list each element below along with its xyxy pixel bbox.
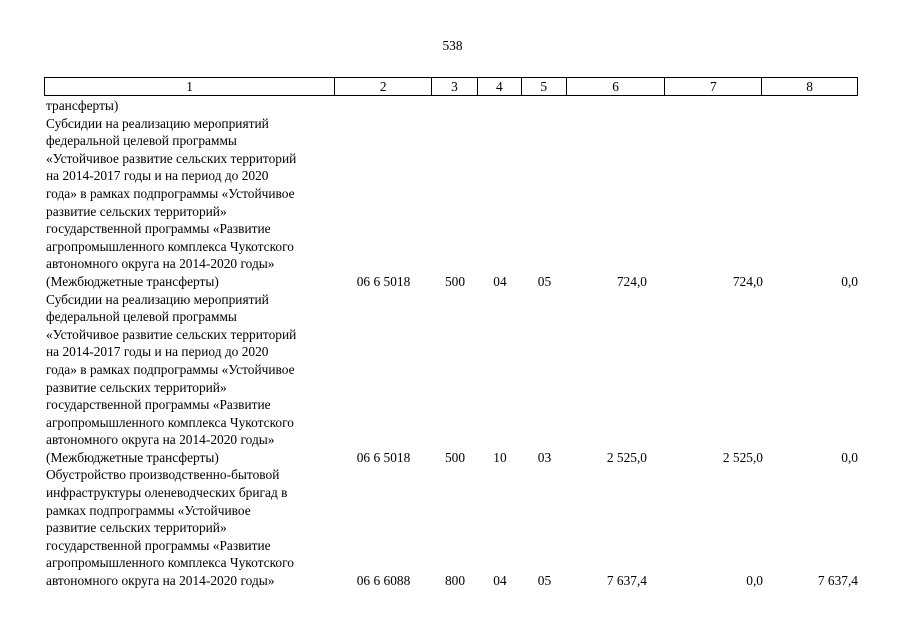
row-col7: 2 525,0 <box>722 449 763 465</box>
row-code: 06 6 6088 <box>356 573 411 589</box>
row-code: 06 6 5018 <box>356 449 411 465</box>
row-col8: 7 637,4 <box>817 573 858 589</box>
header-cell-7: 7 <box>665 78 762 95</box>
row-col4: 04 <box>493 573 507 589</box>
header-cell-2: 2 <box>335 78 432 95</box>
row-col6: 2 525,0 <box>606 449 647 465</box>
table-header <box>44 77 858 96</box>
header-cell-3: 3 <box>432 78 478 95</box>
row-col5: 05 <box>537 273 552 289</box>
row-col5: 05 <box>537 573 552 589</box>
row-col3: 500 <box>444 273 466 289</box>
header-cell-6: 6 <box>567 78 666 95</box>
row-name: Субсидии на реализацию мероприятий федеральной целевой программы «Устойчивое развитие сельских территорий на 2014-2017 годы и на период до 2020 года» в рамках подпрограммы «Устойчивое развитие сельских территорий» государственной программы «Развитие агропромышленного комплекса Чукотского автономного округа на 2014-2020 годы» (Межбюджетные трансферты) <box>46 115 297 289</box>
row-name: трансферты) <box>46 98 119 113</box>
table-row <box>44 97 858 115</box>
row-name: Обустройство производственно-бытовой инфраструктуры оленеводческих бригад в рамках подпрограммы «Устойчивое развитие сельских территорий» государственной программы «Развитие агропромышленного комплекса Чукотского автономного округа на 2014-2020 годы» <box>46 467 294 589</box>
header-cell-5: 5 <box>522 78 567 95</box>
table-row <box>44 115 858 291</box>
row-col3: 500 <box>444 449 466 465</box>
header-cell-1: 1 <box>45 78 335 95</box>
row-col5: 03 <box>537 449 552 465</box>
table-row <box>44 291 858 467</box>
row-col6: 7 637,4 <box>606 573 647 589</box>
row-col4: 10 <box>493 449 507 465</box>
row-col8: 0,0 <box>841 449 858 465</box>
row-name: Субсидии на реализацию мероприятий федеральной целевой программы «Устойчивое развитие сельских территорий на 2014-2017 годы и на период до 2020 года» в рамках подпрограммы «Устойчивое развитие сельских территорий» государственной программы «Развитие агропромышленного комплекса Чукотского автономного округа на 2014-2020 годы» (Межбюджетные трансферты) <box>46 291 297 465</box>
page-number: 538 <box>442 38 463 53</box>
table-row <box>44 466 858 589</box>
row-col8: 0,0 <box>841 273 858 289</box>
header-cell-4: 4 <box>478 78 522 95</box>
row-col4: 04 <box>493 273 507 289</box>
row-col3: 800 <box>444 573 466 589</box>
header-cell-8: 8 <box>806 79 813 94</box>
table-body <box>44 97 858 590</box>
row-col7: 724,0 <box>732 273 763 289</box>
row-col6: 724,0 <box>616 273 647 289</box>
row-col7: 0,0 <box>746 573 763 589</box>
row-code: 06 6 5018 <box>356 273 411 289</box>
